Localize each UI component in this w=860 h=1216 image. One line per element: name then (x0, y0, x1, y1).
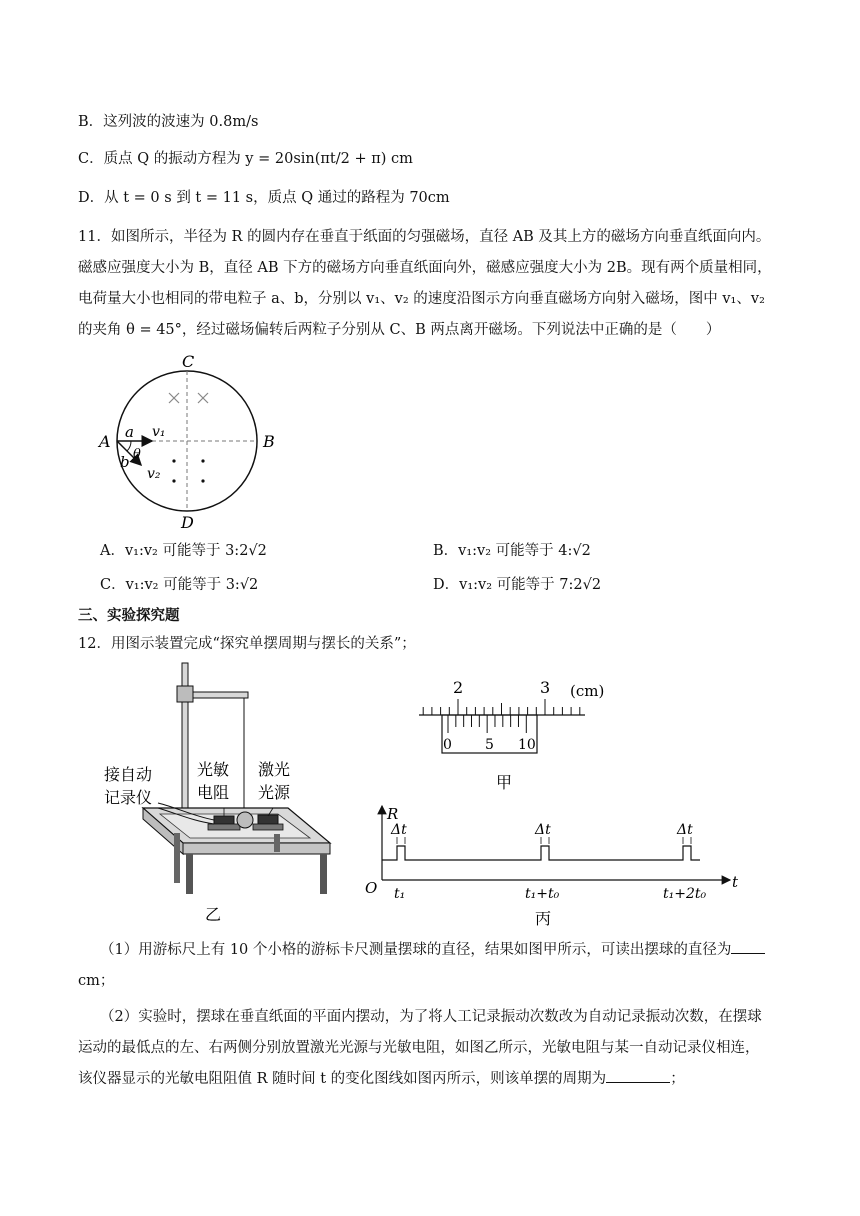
q12-part1-text: （1）用游标尺上有 10 个小格的游标卡尺测量摆球的直径，结果如图甲所示，可读出摆球的直径为 (100, 942, 732, 958)
caption-bing: 丙 (535, 909, 552, 928)
label-a: A (99, 432, 111, 451)
label-laser-1: 激光 (258, 760, 291, 779)
label-particle-b: b (120, 453, 130, 471)
field-out-of-page-dots (172, 459, 204, 482)
q11-figure (95, 350, 275, 530)
q12-part2-end: ； (670, 1071, 685, 1087)
q11-stem-line: 电荷量大小也相同的带电粒子 a、b，分别以 v₁、v₂ 的速度沿图示方向垂直磁场方向射入磁场，图中 v₁、v₂ (78, 291, 765, 307)
label-dt-3: Δt (677, 822, 693, 838)
label-recorder-2: 记录仪 (104, 788, 153, 807)
section-heading: 三、实验探究题 (78, 608, 180, 624)
pendulum-bob (237, 812, 253, 828)
theta-arc (127, 441, 131, 451)
label-resistor-2: 电阻 (197, 783, 230, 802)
caption-yi: 乙 (205, 905, 222, 923)
q12-part1-unit: cm； (78, 973, 115, 989)
q12-figure-jia (415, 675, 625, 795)
label-v2: v₂ (147, 466, 161, 482)
label-t1: t₁ (394, 886, 406, 902)
table-leg (274, 834, 280, 852)
q11-stem (78, 222, 784, 346)
axis-label-o: O (365, 879, 378, 897)
label-resistor-1: 光敏 (197, 760, 230, 779)
q12-part2-line (78, 1064, 784, 1095)
vernier-label-0: 0 (443, 737, 452, 753)
main-scale-2: 2 (453, 678, 464, 697)
label-particle-a: a (125, 423, 134, 441)
answer-blank-diameter[interactable] (731, 939, 765, 954)
q12-part1 (78, 935, 784, 997)
label-recorder-1: 接自动 (104, 765, 153, 784)
q12-figure-yi (98, 658, 338, 923)
stand-clamp (177, 686, 193, 702)
q11-option-a: A．v₁:v₂ 可能等于 3:2√2 (100, 543, 267, 559)
vernier-label-5: 5 (485, 737, 494, 753)
table-leg (320, 854, 327, 894)
main-scale-ticks (423, 699, 580, 715)
q12-part2-line: （2）实验时，摆球在垂直纸面的平面内摆动，为了将人工记录振动次数改为自动记录振动次数，在摆球 (100, 1009, 762, 1025)
q10-option-b: B．这列波的波速为 0.8m/s (78, 114, 259, 130)
label-d: D (181, 513, 194, 530)
label-laser-2: 光源 (258, 783, 291, 802)
table-front (183, 843, 330, 854)
laser-source-base (253, 824, 283, 830)
label-t1-t0: t₁+t₀ (525, 886, 560, 902)
q12-intro: 12．用图示装置完成“探究单摆周期与摆长的关系”； (78, 636, 416, 652)
q11-stem-line: 11．如图所示，半径为 R 的圆内存在垂直于纸面的匀强磁场，直径 AB 及其上方的磁场方向垂直纸面向内。 (78, 229, 771, 245)
label-t1-2t0: t₁+2t₀ (663, 886, 707, 902)
vernier-scale-ticks (448, 715, 526, 733)
label-dt-1: Δt (391, 822, 407, 838)
main-scale-3: 3 (540, 678, 551, 697)
q12-part1-line (78, 935, 784, 966)
axis-label-t: t (732, 873, 739, 891)
photoresistor-base (208, 824, 240, 830)
q11-stem-line: 磁感应强度大小为 B，直径 AB 下方的磁场方向垂直纸面向外，磁感应强度大小为 2B。现有两个质量相同， (78, 260, 772, 276)
q11-stem-line: 的夹角 θ = 45°，经过磁场偏转后两粒子分别从 C、B 两点离开磁场。下列说法中正确的是（ ） (78, 322, 721, 338)
q11-option-d: D．v₁:v₂ 可能等于 7:2√2 (433, 577, 602, 593)
q12-part2 (78, 1002, 784, 1095)
q12-part2-text: 该仪器显示的光敏电阻阻值 R 随时间 t 的变化图线如图丙所示，则该单摆的周期为 (78, 1071, 607, 1087)
q12-figure-bing (360, 800, 750, 930)
answer-blank-period[interactable] (606, 1068, 670, 1083)
q10-option-c: C．质点 Q 的振动方程为 y = 20sin(πt/2 + π) cm (78, 151, 413, 167)
label-b: B (263, 432, 275, 451)
vernier-label-10: 10 (518, 737, 536, 753)
caption-jia: 甲 (496, 773, 513, 792)
pulse-width-marks (397, 837, 691, 844)
q10-option-d: D．从 t = 0 s 到 t = 11 s，质点 Q 通过的路程为 70cm (78, 190, 450, 206)
label-dt-2: Δt (535, 822, 551, 838)
label-theta: θ (133, 447, 141, 462)
resistance-curve (382, 846, 700, 860)
unit-cm: (cm) (570, 682, 605, 700)
axis-label-r: R (387, 805, 399, 823)
label-v1: v₁ (152, 424, 166, 440)
table-leg (186, 854, 193, 894)
table-leg (174, 833, 180, 883)
q11-option-b: B．v₁:v₂ 可能等于 4:√2 (433, 543, 591, 559)
field-into-page-marks (169, 393, 208, 403)
q12-part2-line: 运动的最低点的左、右两侧分别放置激光光源与光敏电阻，如图乙所示，光敏电阻与某一自动记录仪相连， (78, 1040, 760, 1056)
q11-option-c: C．v₁:v₂ 可能等于 3:√2 (100, 577, 259, 593)
label-c: C (182, 352, 195, 371)
